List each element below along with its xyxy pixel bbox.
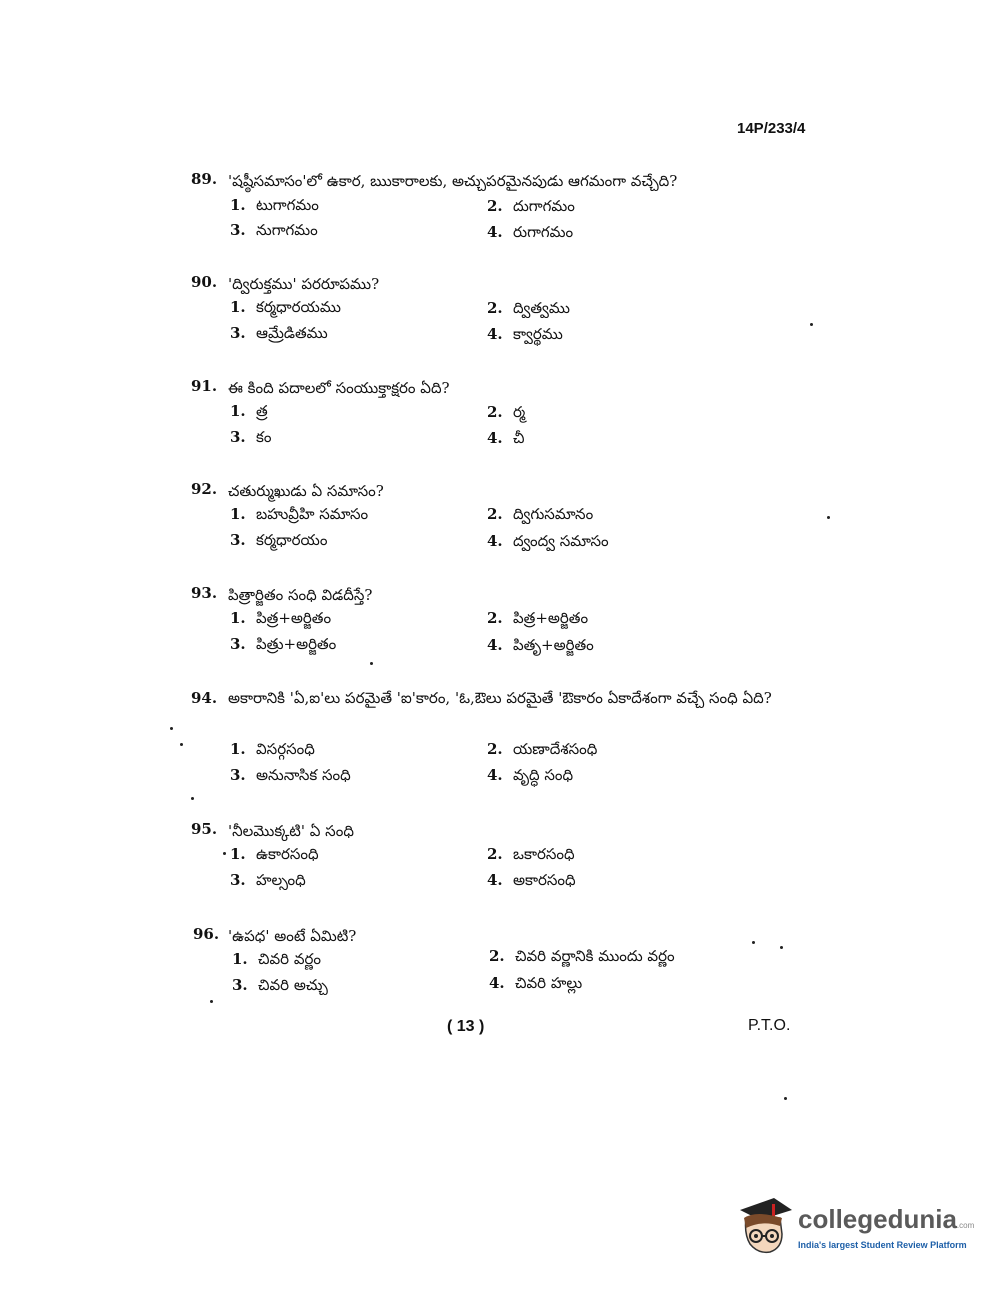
scan-speck — [370, 662, 373, 665]
option-3: 3. కం — [230, 428, 272, 446]
option-3: 3. నుగాగమం — [230, 221, 318, 239]
question-text: 'ఉపధ' అంటే ఏమిటి? — [228, 927, 357, 945]
option-4: 4. క్వార్థము — [487, 325, 563, 343]
question-number: 90. — [191, 273, 218, 291]
collegedunia-logo — [736, 1196, 975, 1260]
option-2: 2. ద్విగుసమానం — [487, 505, 594, 523]
mascot-icon — [736, 1196, 794, 1260]
option-1: 1. టుగాగమం — [230, 196, 319, 214]
option-4: 4. చీ — [487, 429, 525, 447]
paper-code: 14P/233/4 — [737, 120, 806, 137]
option-3: 3. ఆమ్రేడితము — [230, 324, 328, 342]
page-number: ( 13 ) — [447, 1018, 485, 1035]
option-1: 1. ఉకారసంధి — [230, 845, 319, 863]
question-text: అకారానికి 'ఏ,ఐ'లు పరమైతే 'ఐ'కారం, 'ఓ,ఔలు పరమైతే 'ఔకారం ఏకాదేశంగా వచ్చే సంధి ఏది? — [228, 689, 772, 707]
option-2: 2. ద్విత్వము — [487, 299, 570, 317]
option-3: 3. కర్మధారయం — [230, 531, 328, 549]
option-2: 2. దుగాగమం — [487, 197, 575, 215]
option-2: 2. చివరి వర్ణానికి ముందు వర్ణం — [489, 947, 675, 965]
option-2: 2. పిత్ర+అర్జితం — [487, 609, 589, 627]
scan-speck — [784, 1097, 787, 1100]
option-4: 4. ద్వంద్వ సమాసం — [487, 532, 609, 550]
option-3: 3. చివరి అచ్చు — [232, 976, 328, 994]
option-4: 4. అకారసంధి — [487, 871, 576, 889]
question-text: పిత్రార్జితం సంధి విడదీస్తే? — [228, 586, 373, 604]
scan-speck — [752, 941, 755, 944]
option-4: 4. చివరి హల్లు — [489, 974, 583, 992]
option-1: 1. చివరి వర్ణం — [232, 950, 321, 968]
question-text: 'నీలమొక్కటి' ఏ సంధి — [228, 822, 354, 840]
scan-speck — [191, 797, 194, 800]
option-4: 4. పితృ+అర్జితం — [487, 636, 594, 654]
question-number: 95. — [191, 820, 218, 838]
question-text: చతుర్ముఖుడు ఏ సమాసం? — [228, 482, 384, 500]
option-4: 4. రుగాగమం — [487, 223, 574, 241]
question-number: 93. — [191, 584, 218, 602]
option-1: 1. పిత్ర+అర్జితం — [230, 609, 332, 627]
option-1: 1. కర్మధారయము — [230, 298, 341, 316]
scan-speck — [210, 1000, 213, 1003]
option-2: 2. ఒకారసంధి — [487, 845, 575, 863]
scan-speck — [810, 323, 813, 326]
scan-speck — [180, 743, 183, 746]
option-1: 1. బహువ్రీహి సమాసం — [230, 505, 369, 523]
option-2: 2. యణాదేశసంధి — [487, 740, 598, 758]
logo-wordmark: collegedunia.com — [798, 1204, 975, 1234]
option-1: 1. విసర్గసంధి — [230, 740, 315, 758]
question-number: 94. — [191, 689, 218, 707]
scan-speck — [223, 852, 226, 855]
scan-speck — [780, 946, 783, 949]
question-text: ఈ కింది పదాలలో సంయుక్తాక్షరం ఏది? — [228, 379, 450, 397]
question-text: 'ద్విరుక్తము' పరరూపము? — [228, 275, 380, 293]
option-3: 3. అనునాసిక సంధి — [230, 766, 351, 784]
option-2: 2. ర్మ — [487, 403, 526, 421]
question-number: 91. — [191, 377, 218, 395]
question-number: 89. — [191, 170, 218, 188]
question-text: 'షష్ఠీసమాసం'లో ఉకార, ఋకారాలకు, అచ్చుపరమైనపుడు ఆగమంగా వచ్చేది? — [228, 172, 678, 190]
question-number: 96. — [193, 925, 220, 943]
option-1: 1. త్ర — [230, 402, 268, 420]
scan-speck — [827, 516, 830, 519]
pto-label: P.T.O. — [748, 1017, 791, 1034]
option-3: 3. హల్సంధి — [230, 871, 306, 889]
logo-tagline: India's largest Student Review Platform — [798, 1240, 967, 1250]
question-number: 92. — [191, 480, 218, 498]
scan-speck — [170, 727, 173, 730]
option-3: 3. పిత్రు+అర్జితం — [230, 635, 337, 653]
option-4: 4. వృద్ధి సంధి — [487, 766, 574, 784]
